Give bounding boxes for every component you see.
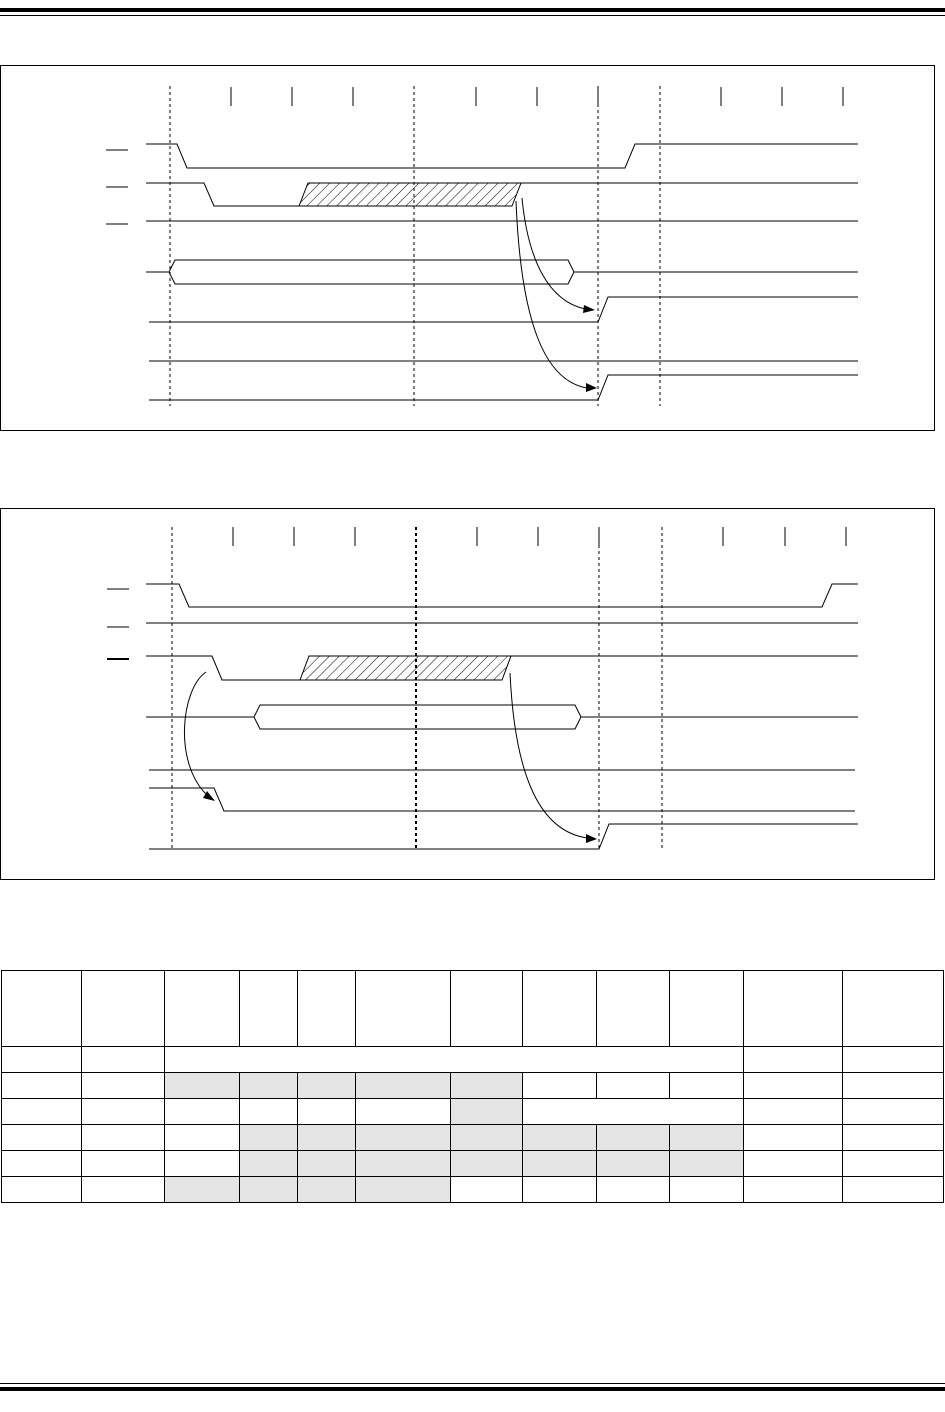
table-cell — [744, 1099, 843, 1125]
table-cell-shaded — [356, 1073, 451, 1099]
table-cell-shaded — [451, 1125, 523, 1151]
table-cell — [82, 1047, 165, 1073]
table-row — [2, 1073, 944, 1099]
table-cell-shaded — [298, 1151, 356, 1177]
table-cell-shaded — [597, 1125, 670, 1151]
table-cell — [744, 1177, 843, 1203]
table-cell — [298, 1099, 356, 1125]
table-cell — [843, 1047, 944, 1073]
table-cell — [744, 1047, 843, 1073]
table-cell-merged — [165, 1047, 744, 1073]
table-cell — [451, 1177, 523, 1203]
hatched-region — [300, 656, 511, 680]
header-rule-thin — [0, 15, 945, 16]
arrowheads — [203, 791, 597, 843]
table-cell — [597, 1177, 670, 1203]
table-cell-shaded — [298, 1177, 356, 1203]
table-header-cell — [165, 971, 240, 1047]
causality-arrow-2 — [510, 673, 587, 838]
table-cell-shaded — [298, 1125, 356, 1151]
cycle-boundary-markers — [170, 86, 660, 406]
table-cell-shaded — [356, 1125, 451, 1151]
timing-diagram-2-canvas — [1, 509, 936, 881]
signal-waveform-7 — [149, 824, 858, 849]
timing-diagram-2 — [0, 508, 935, 880]
table-cell — [82, 1073, 165, 1099]
signal-waveform-7 — [149, 375, 858, 400]
table-header-cell — [744, 971, 843, 1047]
table-cell — [2, 1177, 82, 1203]
table-cell — [165, 1151, 240, 1177]
table-cell — [240, 1099, 298, 1125]
table-cell-shaded — [240, 1125, 298, 1151]
table-cell — [843, 1073, 944, 1099]
hatched-region — [299, 183, 521, 206]
table-cell — [2, 1099, 82, 1125]
table-cell — [843, 1177, 944, 1203]
timing-diagram-1 — [0, 65, 935, 431]
clock-ticks — [231, 87, 843, 106]
table-row — [2, 1099, 944, 1125]
table-cell-shaded — [597, 1151, 670, 1177]
table-cell — [2, 1151, 82, 1177]
table-cell-shaded — [240, 1177, 298, 1203]
table-cell-shaded — [451, 1099, 523, 1125]
table-cell — [356, 1099, 451, 1125]
table-cell — [843, 1151, 944, 1177]
table-cell — [2, 1047, 82, 1073]
table-cell-shaded — [356, 1177, 451, 1203]
cycle-boundary-markers — [172, 527, 662, 849]
table-cell-shaded — [523, 1125, 597, 1151]
table-header-cell — [670, 971, 744, 1047]
table-cell-shaded — [451, 1151, 523, 1177]
table-cell-shaded — [670, 1125, 744, 1151]
table-row — [2, 1047, 944, 1073]
causality-arrow-1 — [184, 672, 208, 796]
causality-arrow-1 — [522, 198, 585, 309]
table-cell-shaded — [240, 1073, 298, 1099]
table-cell — [82, 1099, 165, 1125]
table-row — [2, 1125, 944, 1151]
table-cell — [82, 1125, 165, 1151]
table-cell — [744, 1151, 843, 1177]
signal-waveform-6 — [149, 788, 855, 811]
table-cell — [165, 1099, 240, 1125]
signal-waveform-2 — [146, 183, 299, 206]
signal-waveform-5 — [149, 297, 858, 322]
table-row — [2, 1151, 944, 1177]
table-cell-shaded — [165, 1073, 240, 1099]
header-rule-thick — [0, 8, 945, 12]
table-cell-shaded — [298, 1073, 356, 1099]
table-cell — [744, 1125, 843, 1151]
table-cell — [523, 1177, 597, 1203]
table-cell-merged — [523, 1099, 744, 1125]
table-header-cell — [523, 971, 597, 1047]
footer-rule-thin — [0, 1383, 945, 1384]
table-cell — [670, 1177, 744, 1203]
table-header-cell — [843, 971, 944, 1047]
table-cell-shaded — [670, 1151, 744, 1177]
arrowheads — [583, 305, 597, 392]
table-header-cell — [82, 971, 165, 1047]
timing-diagram-1-canvas — [1, 66, 936, 432]
table-cell — [843, 1125, 944, 1151]
table-cell — [597, 1073, 670, 1099]
table-header-cell — [451, 971, 523, 1047]
table-cell — [82, 1151, 165, 1177]
table-cell — [2, 1073, 82, 1099]
table-header-cell — [298, 971, 356, 1047]
clock-ticks — [233, 527, 846, 546]
table-cell-shaded — [523, 1151, 597, 1177]
table-header-cell — [2, 971, 82, 1047]
table-cell — [523, 1073, 597, 1099]
table-header-cell — [356, 971, 451, 1047]
table-cell — [843, 1099, 944, 1125]
table-cell-shaded — [451, 1073, 523, 1099]
table-row — [2, 1177, 944, 1203]
signal-waveform-3 — [146, 656, 300, 680]
table-cell — [2, 1125, 82, 1151]
table-cell-shaded — [356, 1151, 451, 1177]
table-cell — [670, 1073, 744, 1099]
table-header-cell — [597, 971, 670, 1047]
table-cell — [82, 1177, 165, 1203]
footer-rule-thick — [0, 1387, 945, 1391]
table-header-row — [2, 971, 944, 1047]
register-table — [1, 970, 944, 1203]
signal-waveform-1 — [146, 144, 858, 168]
signal-waveform-1 — [146, 584, 858, 607]
table-cell — [165, 1125, 240, 1151]
table-header-cell — [240, 971, 298, 1047]
table-cell — [744, 1073, 843, 1099]
active-low-bars — [107, 589, 129, 659]
active-low-bars — [106, 150, 128, 224]
bus-waveform — [146, 705, 858, 717]
table-cell-shaded — [165, 1177, 240, 1203]
bus-waveform — [146, 260, 858, 272]
table-cell-shaded — [240, 1151, 298, 1177]
